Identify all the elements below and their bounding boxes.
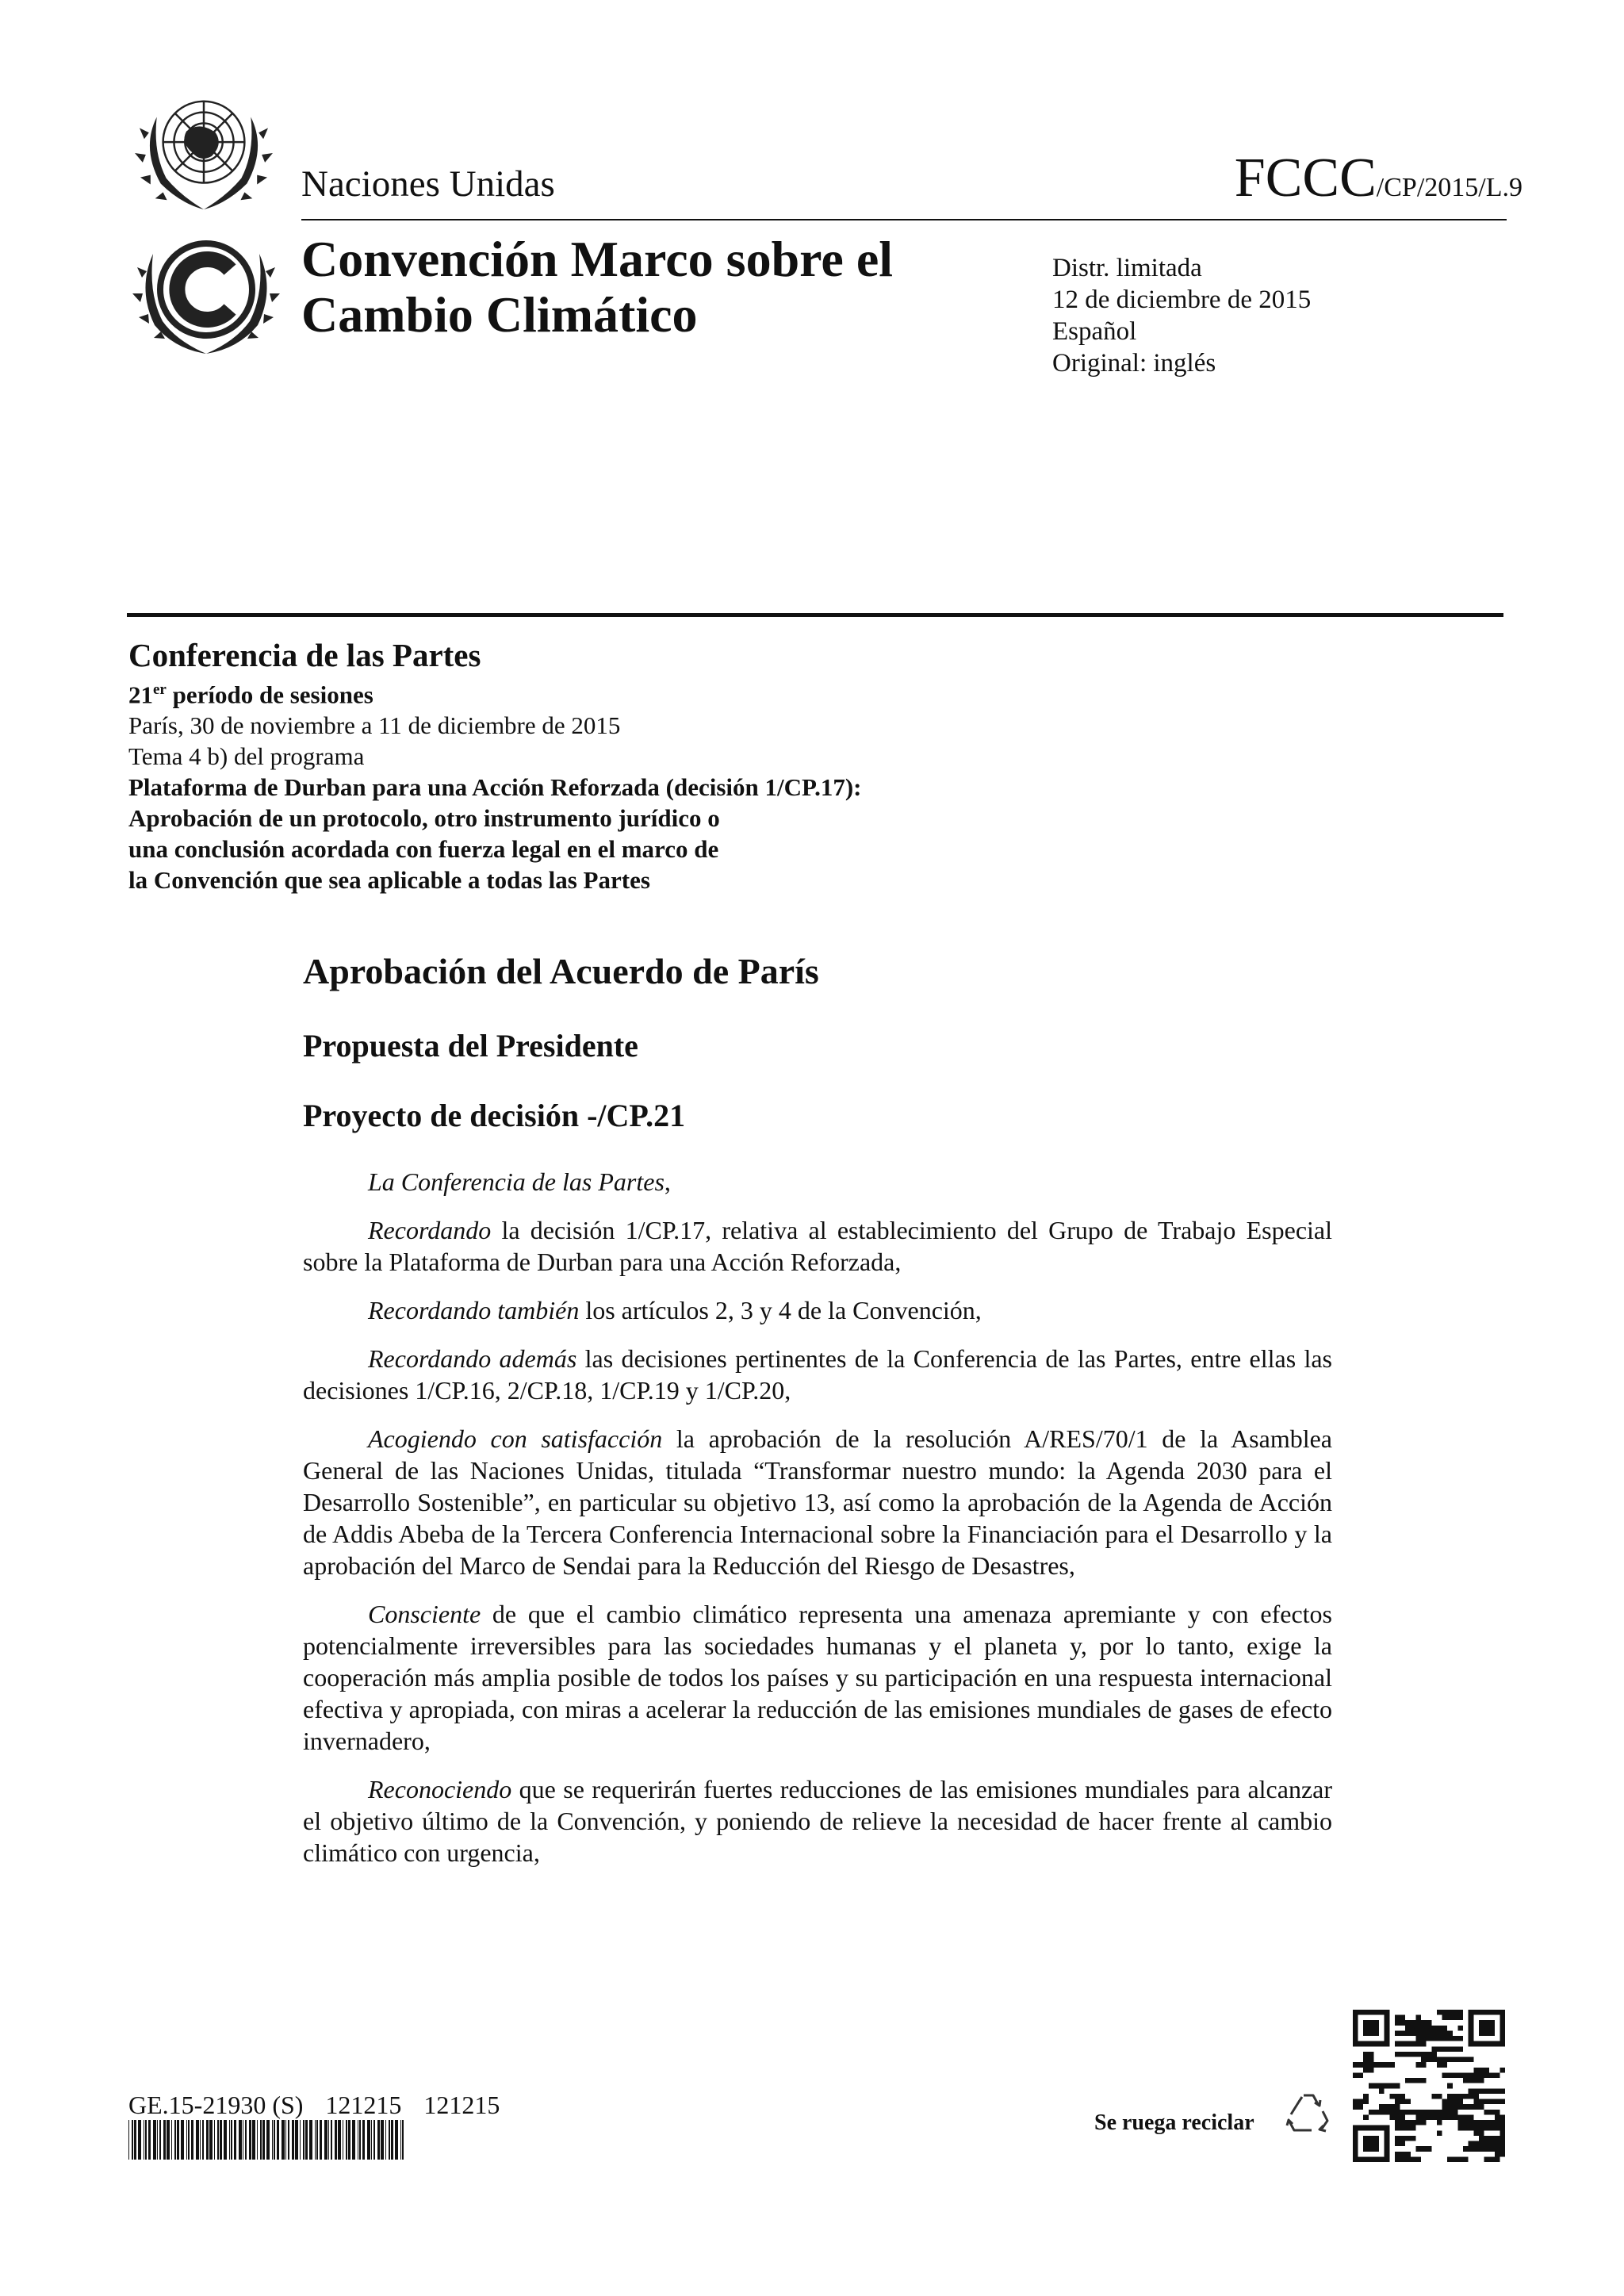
qr-code-icon [1353,2010,1505,2162]
paragraph-lead: Reconociendo [368,1775,512,1803]
body-name: Conferencia de las Partes [128,637,481,673]
document-subtitle: Propuesta del Presidente [303,1028,638,1064]
organization-name: Naciones Unidas [301,163,555,205]
agenda-title-line: una conclusión acordada con fuerza legal en el marco de [128,835,719,864]
paragraph-lead: Recordando [368,1216,492,1244]
section-rule [127,613,1503,617]
paragraph [303,1598,1332,1757]
paragraph-text: la decisión 1/CP.17, relativa al establecimiento del Grupo de Trabajo Especial sobre la Plataforma de Durban para una Acción Reforzada, [303,1216,1332,1276]
paragraph [303,1214,1332,1278]
document-date: 12 de diciembre de 2015 [1052,286,1312,314]
place-dates: París, 30 de noviembre a 11 de diciembre de 2015 [128,711,621,740]
paragraph-lead: Recordando también [368,1296,580,1324]
paragraph-lead: Acogiendo con satisfacción [368,1424,663,1453]
convention-title-line2: Cambio Climático [301,286,698,343]
agenda-title-line: la Convención que sea aplicable a todas las Partes [128,866,650,895]
job-code: 121215 [325,2091,402,2119]
session-line [128,674,1159,710]
agenda-title-line: Aprobación de un protocolo, otro instrumento jurídico o [128,804,720,833]
agenda-title-line: Plataforma de Durban para una Acción Reforzada (decisión 1/CP.17): [128,773,862,802]
paragraph-text: las decisiones pertinentes de la Conferencia de las Partes, entre ellas las decisiones 1/CP.16, 2/CP.18, 1/CP.19 y 1/CP.20, [303,1344,1333,1405]
session-number: 21 [128,680,153,709]
convention-title-line1: Convención Marco sobre el [301,231,893,287]
paragraph-lead: La Conferencia de las Partes [368,1167,665,1196]
paragraph-text: la aprobación de la resolución A/RES/70/1 de la Asamblea General de las Naciones Unidas, titulada “Transformar nuestro mundo: la Agenda 2030 para el Desarrollo Sostenible”, en particular su objetivo 13, así como la aprobación de la Agenda de Acción de Addis Abeba de la Tercera Conferencia Internacional sobre la Financiación para el Desarrollo y la aprobación del Marco de Sendai para la Reducción del Riesgo de Desastres, [303,1424,1332,1580]
draft-decision-title: Proyecto de decisión -/CP.21 [303,1098,686,1133]
unfccc-emblem-icon [131,230,282,357]
original-language: Original: inglés [1052,349,1216,378]
meeting-info [128,636,1159,895]
paragraph [303,1343,1332,1406]
symbol-main: FCCC [1234,148,1377,209]
job-number: GE.15-21930 (S) [128,2091,304,2119]
document-body [303,1166,1332,1885]
paragraph [303,1773,1332,1869]
session-sup: er [153,681,167,698]
paragraph [303,1294,1332,1326]
distribution-block [1052,252,1311,379]
document-symbol [1235,147,1522,210]
paragraph-text: de que el cambio climático representa una amenaza apremiante y con efectos potencialmente irreversibles para las sociedades humanas y el planeta y, por lo tanto, exige la cooperación más amplia posible de todos los países y su participación en una respuesta internacional efectiva y apropiada, con miras a acelerar la reducción de las emisiones mundiales de gases de efecto invernadero, [303,1600,1332,1755]
paragraph-text: , [664,1167,671,1196]
paragraph [303,1423,1332,1581]
paragraph-text: los artículos 2, 3 y 4 de la Convención, [579,1296,982,1324]
paragraph-text: que se requerirán fuertes reducciones de las emisiones mundiales para alcanzar el objetivo último de la Convención, y poniendo de relieve la necesidad de hacer frente al cambio climático con urgencia, [303,1775,1332,1867]
header-rule [301,219,1507,220]
session-rest: período de sesiones [166,680,373,709]
job-number-line [128,2091,522,2120]
distribution: Distr. limitada [1052,254,1202,282]
paragraph-lead: Consciente [368,1600,481,1628]
document-title: Aprobación del Acuerdo de París [303,951,819,991]
symbol-suffix: /CP/2015/L.9 [1376,173,1522,202]
recycle-icon [1285,2087,1332,2135]
convention-title [301,232,893,343]
paragraph [303,1166,1332,1198]
paragraph-lead: Recordando además [368,1344,577,1373]
un-emblem-icon [125,86,282,219]
barcode-icon [128,2120,406,2160]
job-code: 121215 [423,2091,500,2119]
agenda-item: Tema 4 b) del programa [128,742,365,771]
recycle-note: Se ruega reciclar [1094,2110,1254,2135]
document-language: Español [1052,317,1137,346]
